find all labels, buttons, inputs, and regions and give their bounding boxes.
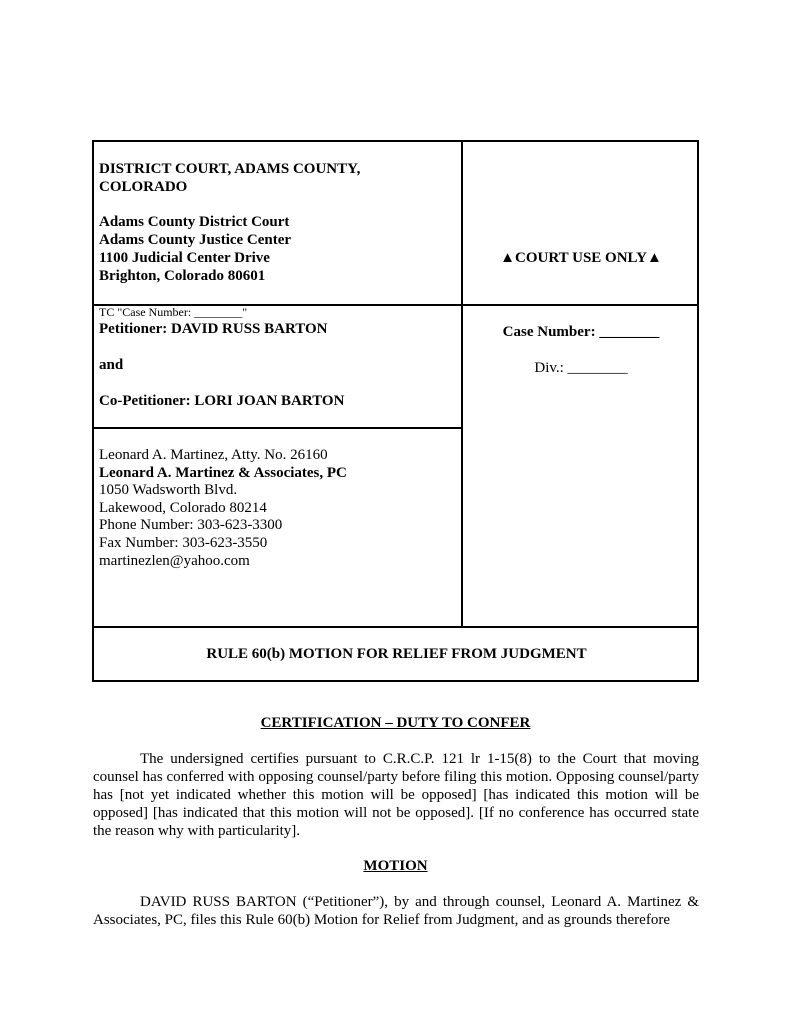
court-name-line1: DISTRICT COURT, ADAMS COUNTY, [99, 161, 361, 177]
co-petitioner-name: Co-Petitioner: LORI JOAN BARTON [99, 393, 345, 409]
attorney-email: martinezlen@yahoo.com [99, 552, 250, 569]
motion-paragraph: DAVID RUSS BARTON (“Petitioner”), by and through counsel, Leonard A. Martinez & Associates, PC, files this Rule 60(b) Motion for Relief from Judgment, and as grounds therefore [93, 894, 699, 928]
attorney-firm: Leonard A. Martinez & Associates, PC [99, 464, 347, 481]
case-caption-table [92, 140, 699, 682]
attorney-block [99, 447, 454, 570]
tc-case-number: TC "Case Number: ________" [99, 305, 248, 319]
certification-heading: CERTIFICATION – DUTY TO CONFER [260, 715, 531, 731]
motion-heading: MOTION [363, 858, 428, 874]
court-block [99, 160, 449, 285]
attorney-phone: Phone Number: 303-623-3300 [99, 517, 283, 534]
case-number-field: Case Number: ________ [502, 324, 660, 340]
court-name-line2: COLORADO [99, 179, 188, 195]
and-connector: and [99, 357, 124, 373]
court-address-line: Adams County Justice Center [99, 232, 292, 248]
caption-divider-2 [94, 427, 462, 429]
attorney-city: Lakewood, Colorado 80214 [99, 499, 267, 516]
attorney-street: 1050 Wadsworth Blvd. [99, 482, 238, 499]
caption-divider-3 [94, 626, 699, 628]
caption-vertical-divider [461, 142, 463, 627]
attorney-fax: Fax Number: 303-623-3550 [99, 534, 268, 551]
court-address-line: 1100 Judicial Center Drive [99, 250, 270, 266]
court-address-line: Brighton, Colorado 80601 [99, 268, 266, 284]
attorney-name: Leonard A. Martinez, Atty. No. 26160 [99, 447, 328, 463]
petitioner-name: Petitioner: DAVID RUSS BARTON [99, 321, 328, 337]
court-use-only-label: ▲COURT USE ONLY▲ [500, 250, 662, 266]
court-address-line: Adams County District Court [99, 214, 290, 230]
parties-block [99, 320, 449, 410]
division-field: Div.: ________ [534, 360, 628, 376]
document-title: RULE 60(b) MOTION FOR RELIEF FROM JUDGMENT [206, 646, 587, 662]
certification-paragraph: The undersigned certifies pursuant to C.R.C.P. 121 lr 1-15(8) to the Court that moving counsel has conferred with opposing counsel/party before filing this motion. Opposing counsel/party has [not yet indicated whether this motion will be opposed] [has indicated this motion will be opposed] [has indicated that this motion will not be opposed]. [If no conference has occurred state the reason why with particularity]. [93, 751, 699, 839]
